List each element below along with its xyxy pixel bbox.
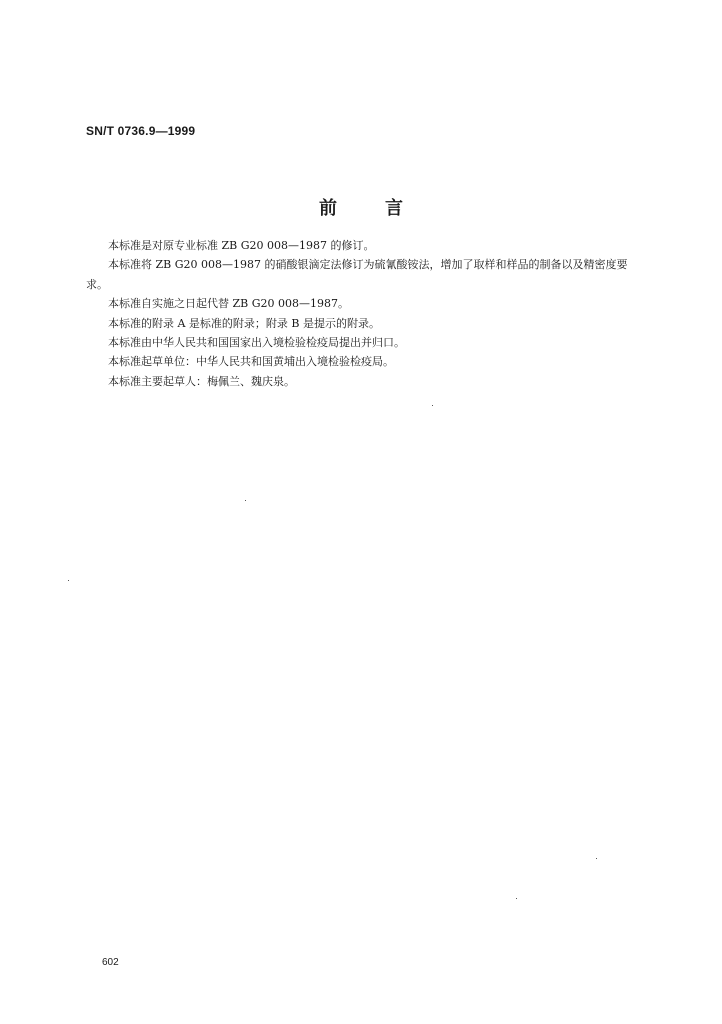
page-number: 602	[102, 957, 119, 968]
paragraph-revision: 本标准是对原专业标准 ZB G20 008—1987 的修订。	[108, 239, 375, 252]
foreword-body	[86, 236, 646, 391]
scan-speck	[245, 500, 246, 501]
title-char-2: 言	[385, 198, 403, 219]
paragraph-method-change: 本标准将 ZB G20 008—1987 的硝酸银滴定法修订为硫氰酸铵法，增加了取样和样品的制备以及精密度要求。	[86, 258, 628, 291]
standard-code: SN/T 0736.9—1999	[86, 124, 196, 138]
page-title	[0, 194, 722, 220]
paragraph-proposer: 本标准由中华人民共和国国家出入境检验检疫局提出并归口。	[108, 336, 405, 350]
paragraph-appendices: 本标准的附录 A 是标准的附录；附录 B 是提示的附录。	[108, 316, 381, 330]
scan-speck	[516, 898, 517, 899]
paragraph-drafting-unit: 本标准起草单位：中华人民共和国黄埔出入境检验检疫局。	[108, 355, 394, 369]
title-char-1: 前	[319, 198, 337, 219]
scan-speck	[432, 405, 433, 406]
paragraph-drafters: 本标准主要起草人：梅佩兰、魏庆泉。	[108, 374, 295, 388]
paragraph-replacement: 本标准自实施之日起代替 ZB G20 008—1987。	[108, 297, 349, 311]
scan-speck	[596, 858, 597, 859]
scan-speck	[68, 580, 69, 581]
